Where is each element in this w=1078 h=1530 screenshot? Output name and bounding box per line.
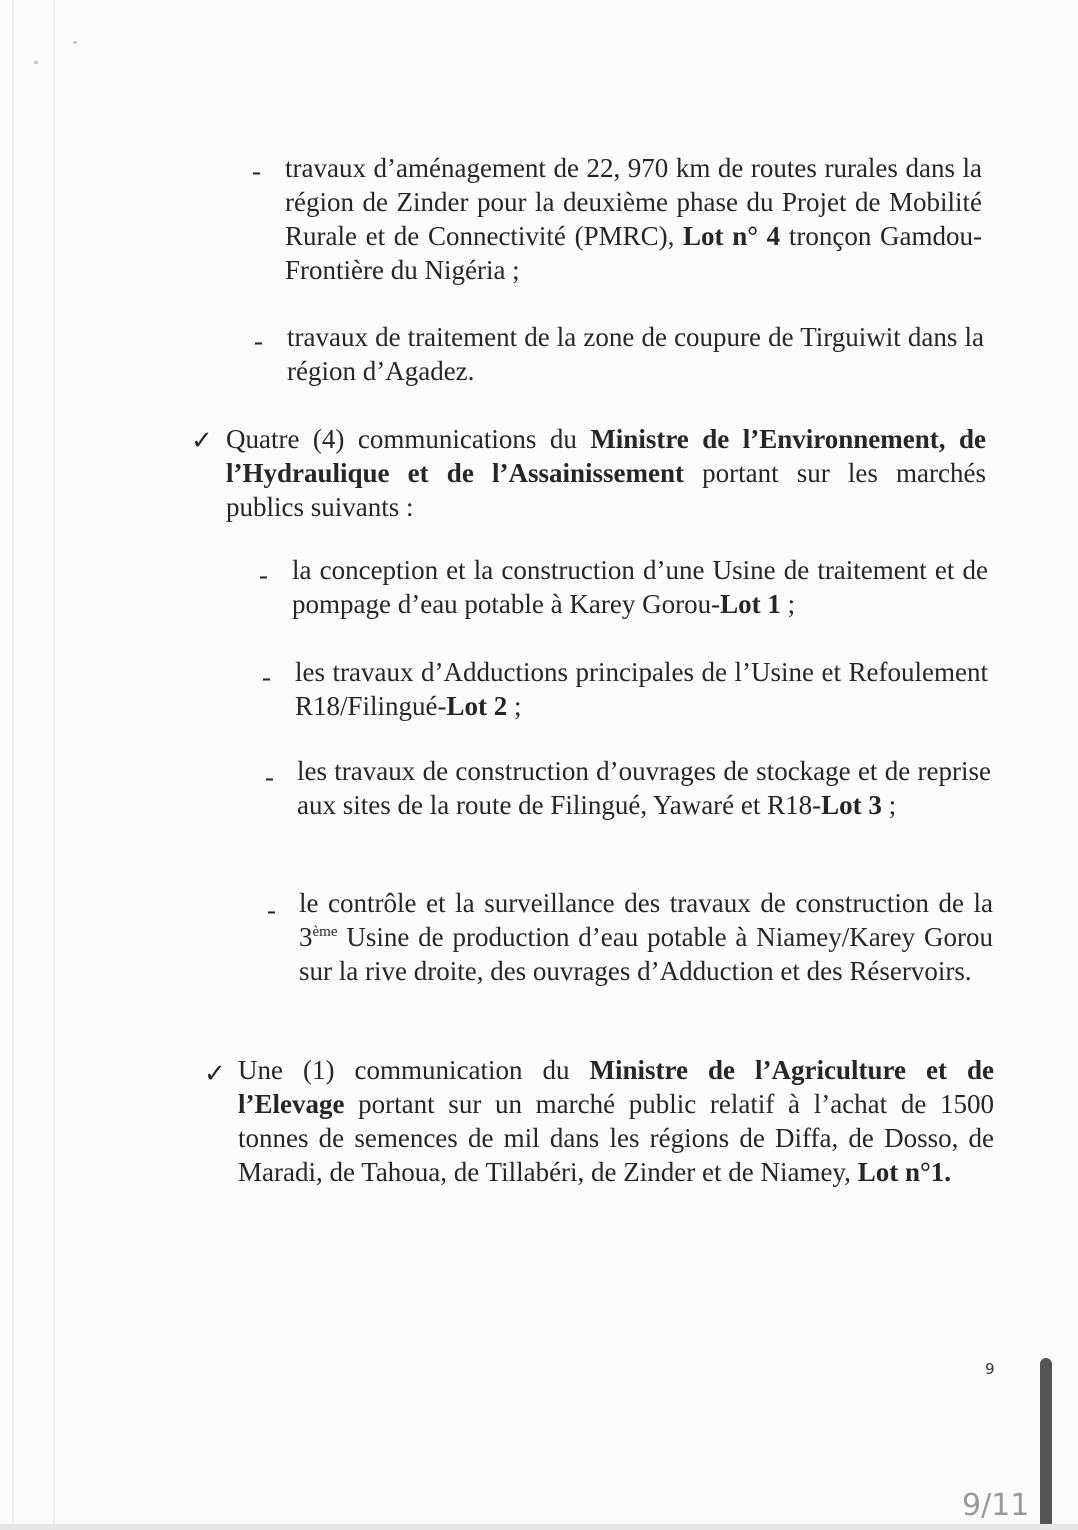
text-run: portant sur les marchés publics suivants : xyxy=(226,458,986,522)
text-run: Usine de production d’eau potable à Niamey/Karey Gorou sur la rive droite, des ouvrages d’Adduction et des Réservoirs. xyxy=(299,922,993,986)
text-run: Quatre (4) communications du xyxy=(226,424,591,454)
scan-edge-line xyxy=(12,0,14,1524)
text-run: Une (1) communication du xyxy=(238,1055,590,1085)
bottom-edge xyxy=(0,1524,1078,1530)
text-run: tronçon Gamdou-Frontière du Nigéria ; xyxy=(285,221,982,285)
scrollbar-thumb[interactable] xyxy=(1040,1358,1052,1530)
list-item xyxy=(226,422,986,524)
text-run: travaux d’aménagement de 22, 970 km de routes rurales dans la région de Zinder pour la deuxième phase du Projet de Mobilité Rurale et de Connectivité (PMRC), xyxy=(285,153,982,251)
list-item xyxy=(285,151,982,287)
text-run: le contrôle et la surveillance des travaux de construction de la 3 xyxy=(299,888,993,952)
text-run: les travaux de construction d’ouvrages de stockage et de reprise aux sites de la route de Filingué, Yawaré et R18- xyxy=(297,756,991,820)
checkmark-icon: ✓ xyxy=(204,1059,226,1088)
page-number: 9 xyxy=(985,1360,995,1378)
text-run: ; xyxy=(507,691,522,721)
text-run: portant sur un marché public relatif à l’achat de 1500 tonnes de semences de mil dans les régions de Diffa, de Dosso, de Maradi, de Tahoua, de Tillabéri, de Zinder et de Niamey, xyxy=(238,1089,994,1187)
scan-speck xyxy=(34,61,38,64)
text-run: ; xyxy=(780,589,796,619)
dash-marker: - xyxy=(267,895,276,925)
list-item xyxy=(295,655,988,723)
list-item xyxy=(292,553,988,621)
superscript: ème xyxy=(312,924,338,940)
list-item xyxy=(297,754,991,822)
dash-marker: - xyxy=(254,326,263,356)
dash-marker: - xyxy=(252,156,261,186)
bold-text: Lot n°1. xyxy=(857,1157,952,1187)
list-item xyxy=(287,320,984,388)
checkmark-icon: ✓ xyxy=(191,426,213,455)
bold-text: Ministre de l’Environnement, de l’Hydraulique et de l’Assainissement xyxy=(226,424,986,488)
scan-edge-line xyxy=(53,0,55,1524)
page-indicator: 9/11 xyxy=(962,1488,1030,1523)
bold-text: Lot n° 4 xyxy=(683,221,781,251)
bold-text: Lot 2 xyxy=(446,691,508,721)
scan-speck xyxy=(73,41,77,44)
bold-text: Ministre de l’Agriculture et de l’Elevage xyxy=(238,1055,994,1119)
text-run: travaux de traitement de la zone de coupure de Tirguiwit dans la région d’Agadez. xyxy=(287,322,984,386)
dash-marker: - xyxy=(262,662,271,692)
text-run: ; xyxy=(881,790,897,820)
text-run: la conception et la construction d’une Usine de traitement et de pompage d’eau potable à Karey Gorou- xyxy=(292,555,988,619)
list-item xyxy=(238,1053,994,1189)
dash-marker: - xyxy=(259,560,268,590)
dash-marker: - xyxy=(265,762,274,792)
text-run: les travaux d’Adductions principales de l’Usine et Refoulement R18/Filingué- xyxy=(295,657,988,721)
bold-text: Lot 3 xyxy=(821,790,882,820)
list-item xyxy=(299,886,993,988)
bold-text: Lot 1 xyxy=(720,589,781,619)
